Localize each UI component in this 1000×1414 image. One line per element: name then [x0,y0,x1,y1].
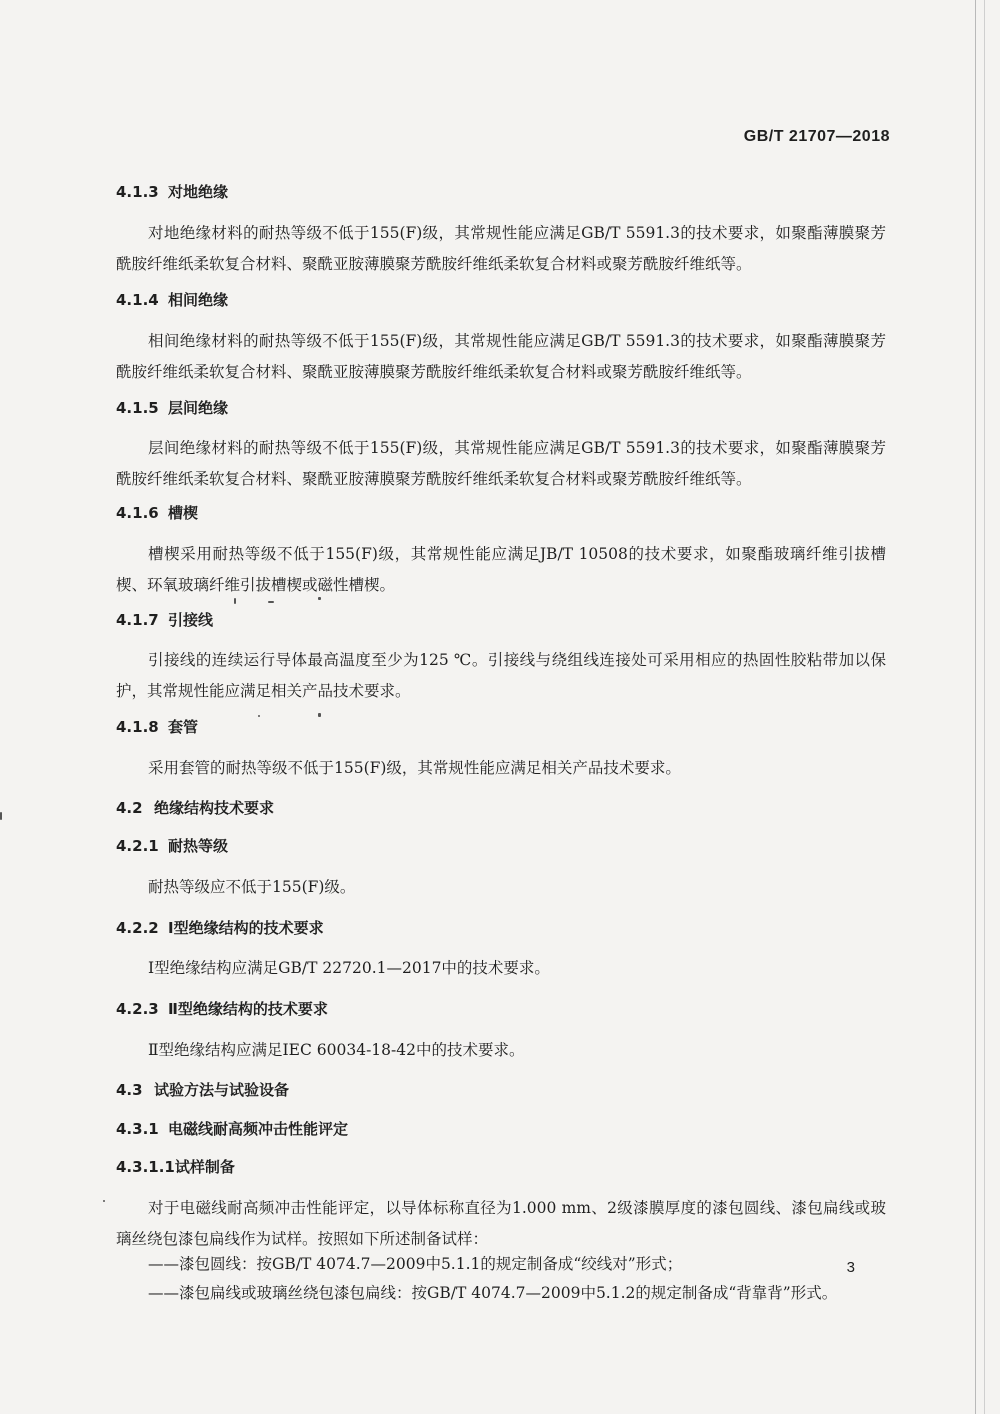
scan-speck [318,713,321,717]
section-heading [116,502,198,523]
scan-speck [0,812,2,820]
section-body: 对于电磁线耐高频冲击性能评定，以导体标称直径为1.000 mm、2级漆膜厚度的漆包圆线、漆包扁线或玻璃丝绕包漆包扁线作为试样。按照如下所述制备试样： [116,1199,886,1248]
section-number: 4.1.5 [116,399,159,417]
section-heading [116,835,228,856]
section-number: 4.3 [116,1081,143,1099]
section-number: 4.3.1 [116,1120,159,1138]
section-title: 耐热等级 [168,837,229,855]
section-heading [116,1156,235,1177]
section-body: 相间绝缘材料的耐热等级不低于155(F)级，其常规性能应满足GB/T 5591.3的技术要求，如聚酯薄膜聚芳酰胺纤维纸柔软复合材料、聚酰亚胺薄膜聚芳酰胺纤维纸柔软复合材料或聚芳酰胺纤维纸等。 [116,332,886,381]
section-title: 相间绝缘 [168,291,229,309]
section-title: 层间绝缘 [168,399,229,417]
section-number: 4.1.7 [116,611,159,629]
section-heading [116,289,228,310]
section-title: Ⅰ型绝缘结构的技术要求 [168,919,324,937]
scan-speck [258,715,260,717]
section-heading [116,1079,289,1100]
section-number: 4.1.8 [116,718,159,736]
section-title: 试验方法与试验设备 [154,1081,290,1099]
section-heading [116,1118,348,1139]
section-number: 4.3.1.1 [116,1158,175,1176]
section-body: 槽楔采用耐热等级不低于155(F)级，其常规性能应满足JB/T 10508的技术要求，如聚酯玻璃纤维引拔槽楔、环氧玻璃纤维引拔槽楔或磁性槽楔。 [116,545,886,594]
section-heading [116,797,274,818]
section-heading [116,716,198,737]
section-number: 4.1.6 [116,504,159,522]
section-title: 对地绝缘 [168,183,229,201]
section-body: 对地绝缘材料的耐热等级不低于155(F)级，其常规性能应满足GB/T 5591.3的技术要求，如聚酯薄膜聚芳酰胺纤维纸柔软复合材料、聚酰亚胺薄膜聚芳酰胺纤维纸柔软复合材料或聚芳酰胺纤维纸等。 [116,224,886,273]
section-body: 采用套管的耐热等级不低于155(F)级，其常规性能应满足相关产品技术要求。 [148,759,681,777]
section-title: Ⅱ型绝缘结构的技术要求 [168,1000,328,1018]
page-edge-line [975,0,976,1414]
section-title: 试样制备 [174,1158,235,1176]
page-number: 3 [846,1259,855,1276]
section-number: 4.2 [116,799,143,817]
section-body: Ⅰ型绝缘结构应满足GB/T 22720.1—2017中的技术要求。 [148,959,550,977]
section-body: 引接线的连续运行导体最高温度至少为125 ℃。引接线与绕组线连接处可采用相应的热固性胶粘带加以保护，其常规性能应满足相关产品技术要求。 [116,651,886,700]
scan-speck [234,598,236,604]
section-heading [116,998,328,1019]
section-body: 耐热等级应不低于155(F)级。 [148,878,356,896]
section-number: 4.2.3 [116,1000,159,1018]
page-edge-line [984,0,985,1414]
section-title: 套管 [168,718,199,736]
scan-speck [268,601,274,603]
section-number: 4.1.4 [116,291,159,309]
section-title: 引接线 [168,611,214,629]
scan-speck [318,597,321,600]
section-title: 电磁线耐高频冲击性能评定 [168,1120,349,1138]
section-number: 4.2.2 [116,919,159,937]
section-heading [116,917,324,938]
section-title: 绝缘结构技术要求 [154,799,275,817]
section-body: 层间绝缘材料的耐热等级不低于155(F)级，其常规性能应满足GB/T 5591.3的技术要求，如聚酯薄膜聚芳酰胺纤维纸柔软复合材料、聚酰亚胺薄膜聚芳酰胺纤维纸柔软复合材料或聚芳酰胺纤维纸等。 [116,439,886,488]
section-heading [116,397,228,418]
list-item: ——漆包扁线或玻璃丝绕包漆包扁线：按GB/T 4074.7—2009中5.1.2的规定制备成“背靠背”形式。 [148,1284,838,1302]
list-item: ——漆包圆线：按GB/T 4074.7—2009中5.1.1的规定制备成“绞线对”形式； [148,1255,683,1273]
scan-speck [103,1200,105,1202]
section-title: 槽楔 [168,504,199,522]
section-heading [116,609,213,630]
section-heading [116,181,228,202]
standard-number: GB/T 21707—2018 [743,128,890,145]
section-body: Ⅱ型绝缘结构应满足IEC 60034-18-42中的技术要求。 [148,1041,525,1059]
section-number: 4.1.3 [116,183,159,201]
section-number: 4.2.1 [116,837,159,855]
